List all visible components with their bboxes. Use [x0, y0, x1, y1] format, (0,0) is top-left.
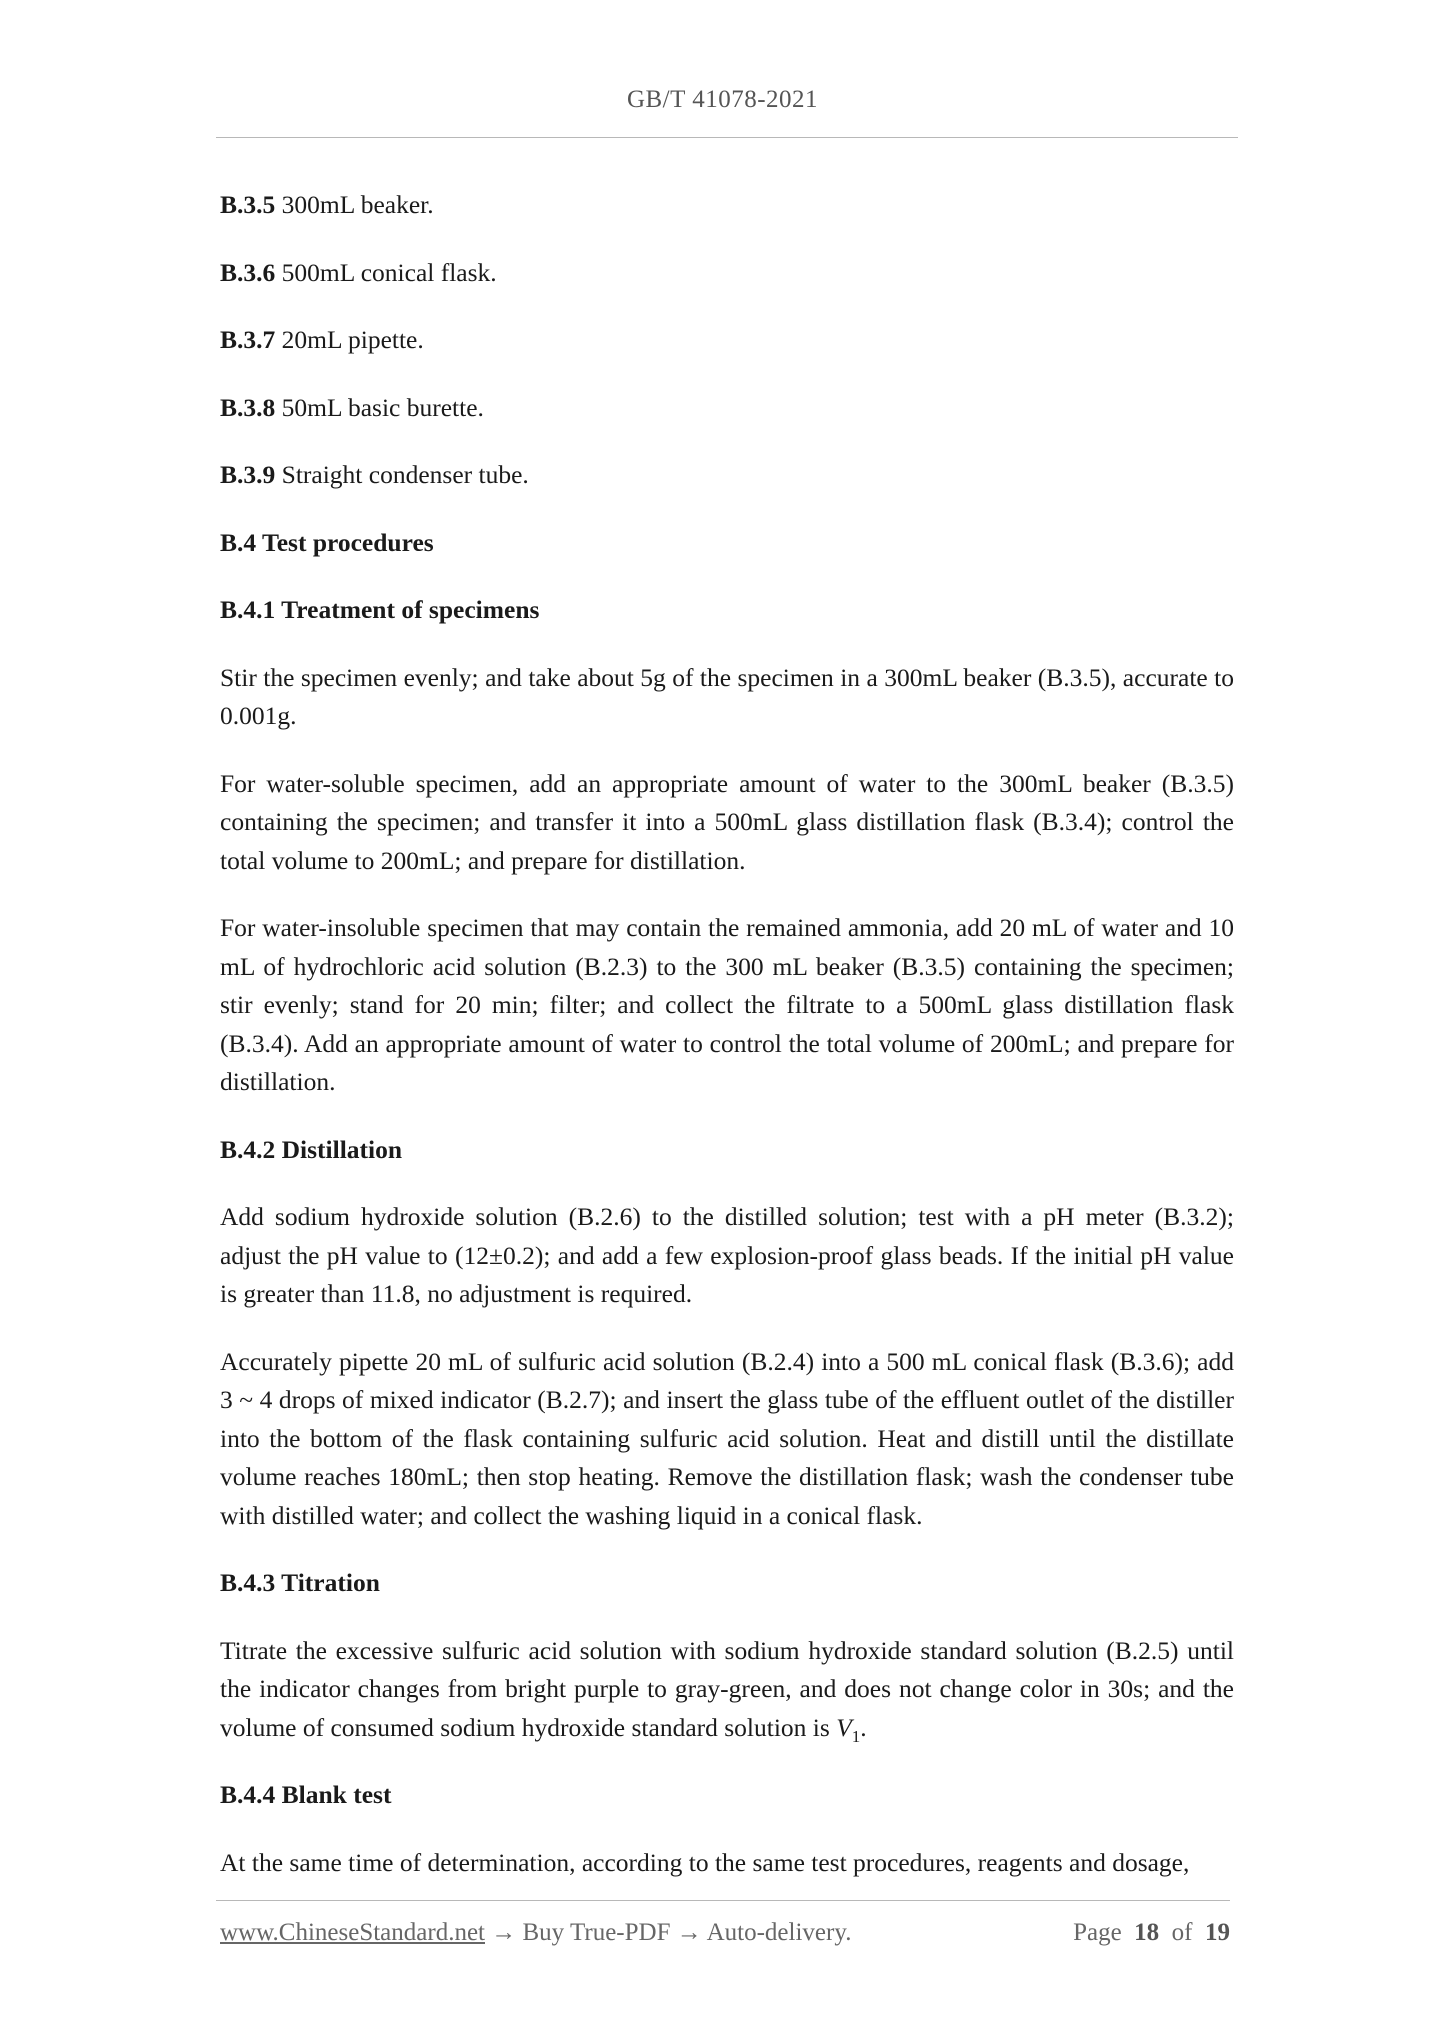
item-number: B.3.6	[220, 257, 276, 287]
section-heading-b43: B.4.3 Titration	[220, 1568, 380, 1597]
list-item-b35	[220, 186, 1234, 225]
variable-subscript: 1	[851, 1726, 861, 1746]
paragraph-b42-1: Add sodium hydroxide solution (B.2.6) to the distilled solution; test with a pH meter (B.3.2); adjust the pH value to (12±0.2); and add a few explosion-proof glass beads. If the initial pH value is greater than 11.8, no adjustment is required.	[220, 1202, 1234, 1308]
variable-v: V	[836, 1712, 852, 1742]
paragraph-b43-1	[220, 1632, 1234, 1748]
page-header: GB/T 41078-2021	[626, 86, 819, 113]
item-text: 20mL pipette.	[275, 325, 424, 354]
section-heading-b41: B.4.1 Treatment of specimens	[220, 595, 540, 624]
item-text: 500mL conical flask.	[275, 257, 497, 287]
list-item-b38	[220, 389, 1234, 428]
page-current: 18	[1134, 1919, 1160, 1946]
paragraph-b41-2: For water-soluble specimen, add an appropriate amount of water to the 300mL beaker (B.3.5) containing the specimen; and transfer it into a 500mL glass distillation flask (B.3.4); control the total volume to 200mL; and prepare for distillation.	[220, 768, 1234, 875]
document-body	[220, 186, 1234, 1911]
paragraph-b44-1: At the same time of determination, according to the same test procedures, reagents and dosage,	[220, 1847, 1190, 1877]
list-item-b39	[220, 456, 1234, 495]
arrow-right-icon: →	[670, 1919, 707, 1946]
footer-promo	[220, 1919, 851, 1947]
paragraph-end: .	[860, 1712, 867, 1742]
footer-delivery-text: Auto-delivery.	[706, 1919, 852, 1946]
list-item-b37	[220, 321, 1234, 360]
item-text: 300mL beaker.	[275, 190, 434, 219]
section-heading-b4: B.4 Test procedures	[220, 527, 434, 557]
item-number: B.3.8	[220, 392, 276, 422]
page-label: Page	[1073, 1919, 1122, 1946]
section-heading-b44: B.4.4 Blank test	[220, 1780, 392, 1809]
section-heading-b42: B.4.2 Distillation	[220, 1134, 403, 1164]
item-text: 50mL basic burette.	[275, 392, 484, 422]
item-number: B.3.7	[220, 325, 276, 354]
item-text: Straight condenser tube.	[275, 460, 529, 489]
page-of: of	[1171, 1919, 1193, 1946]
footer-divider	[216, 1900, 1230, 1901]
header-divider	[216, 137, 1238, 138]
paragraph-text: Titrate the excessive sulfuric acid solution with sodium hydroxide standard solution (B.2.5) until the indicator changes from bright purple to gray-green, and does not change color in 30s; and the volume of consumed sodium hydroxide standard solution is	[220, 1635, 1234, 1742]
paragraph-b41-1: Stir the specimen evenly; and take about 5g of the specimen in a 300mL beaker (B.3.5), accurate to 0.001g.	[220, 662, 1234, 730]
list-item-b36	[220, 254, 1234, 293]
arrow-right-icon: →	[485, 1919, 523, 1946]
item-number: B.3.5	[220, 190, 276, 219]
paragraph-b41-3: For water-insoluble specimen that may contain the remained ammonia, add 20 mL of water and 10 mL of hydrochloric acid solution (B.2.3) to the 300 mL beaker (B.3.5) containing the specimen; stir evenly; stand for 20 min; filter; and collect the filtrate to a 500mL glass distillation flask (B.3.4). Add an appropriate amount of water to control the total volume of 200mL; and prepare for distillation.	[220, 913, 1234, 1096]
paragraph-b42-2: Accurately pipette 20 mL of sulfuric acid solution (B.2.4) into a 500 mL conical flask (B.3.6); add 3 ~ 4 drops of mixed indicator (B.2.7); and insert the glass tube of the effluent outlet of the distiller into the bottom of the flask containing sulfuric acid solution. Heat and distill until the distillate volume reaches 180mL; then stop heating. Remove the distillation flask; wash the condenser tube with distilled water; and collect the washing liquid in a conical flask.	[220, 1346, 1234, 1530]
item-number: B.3.9	[220, 460, 276, 489]
page-number	[1073, 1919, 1230, 1947]
website-link[interactable]: www.ChineseStandard.net	[220, 1919, 485, 1946]
footer-buy-text: Buy True-PDF	[522, 1919, 671, 1946]
page-total: 19	[1205, 1919, 1230, 1946]
